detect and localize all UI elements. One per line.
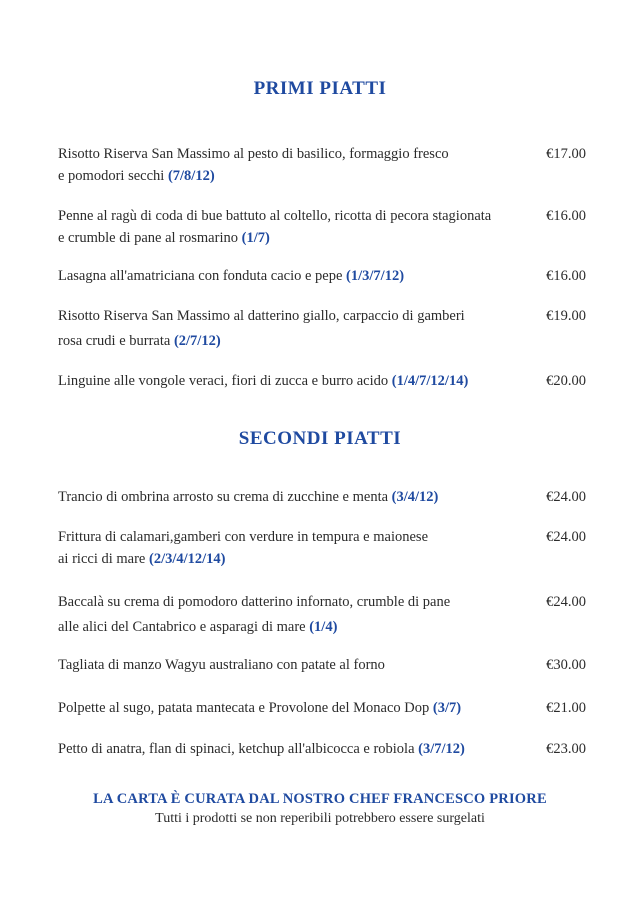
chef-note: LA CARTA È CURATA DAL NOSTRO CHEF FRANCESCO PRIORE bbox=[93, 791, 547, 807]
allergen-codes: (1/4) bbox=[309, 619, 338, 635]
menu-item-price: €24.00 bbox=[546, 529, 586, 545]
menu-item-line: Polpette al sugo, patata mantecata e Provolone del Monaco Dop (3/7) bbox=[58, 700, 462, 716]
menu-item-description bbox=[58, 370, 528, 392]
allergen-codes: (3/7/12) bbox=[418, 741, 465, 757]
menu-item-price: €21.00 bbox=[546, 700, 586, 716]
menu-item-line: e pomodori secchi (7/8/12) bbox=[58, 168, 215, 184]
menu-item-description bbox=[58, 265, 528, 287]
menu-item-line: alle alici del Cantabrico e asparagi di mare (1/4) bbox=[58, 619, 338, 635]
secondi-piatti-heading: SECONDI PIATTI bbox=[238, 428, 402, 449]
menu-item-description bbox=[58, 654, 528, 676]
menu-item-description bbox=[58, 143, 528, 187]
allergen-codes: (7/8/12) bbox=[167, 168, 215, 184]
allergen-codes: (1/7) bbox=[241, 230, 270, 246]
allergen-codes: (3/7) bbox=[432, 700, 462, 716]
menu-item-line: Petto di anatra, flan di spinaci, ketchup all'albicocca e robiola (3/7/12) bbox=[58, 741, 465, 757]
menu-item-description bbox=[58, 486, 528, 508]
menu-item-line: rosa crudi e burrata (2/7/12) bbox=[58, 333, 221, 349]
menu-item-line: Penne al ragù di coda di bue battuto al coltello, ricotta di pecora stagionata bbox=[58, 208, 492, 224]
menu-item-description bbox=[58, 591, 528, 638]
menu-item-price: €30.00 bbox=[546, 657, 586, 673]
menu-item-description bbox=[58, 205, 528, 249]
menu-item-description bbox=[58, 526, 528, 570]
allergen-codes: (2/7/12) bbox=[173, 333, 221, 349]
frozen-products-note: Tutti i prodotti se non reperibili potrebbero essere surgelati bbox=[155, 811, 485, 826]
menu-item-line: Risotto Riserva San Massimo al pesto di basilico, formaggio fresco bbox=[58, 146, 449, 162]
allergen-codes: (3/4/12) bbox=[391, 489, 439, 505]
menu-item-price: €24.00 bbox=[546, 594, 586, 610]
primi-piatti-heading: PRIMI PIATTI bbox=[253, 78, 387, 99]
menu-item-description bbox=[58, 305, 528, 352]
menu-item-price: €16.00 bbox=[546, 268, 586, 284]
menu-item-price: €19.00 bbox=[546, 308, 586, 324]
menu-item-price: €23.00 bbox=[546, 741, 586, 757]
allergen-codes: (2/3/4/12/14) bbox=[148, 551, 226, 567]
allergen-codes: (1/3/7/12) bbox=[346, 268, 405, 284]
menu-item-line: Frittura di calamari,gamberi con verdure in tempura e maionese bbox=[58, 529, 429, 545]
menu-item-price: €24.00 bbox=[546, 489, 586, 505]
menu-item-price: €16.00 bbox=[546, 208, 586, 224]
menu-item-line: e crumble di pane al rosmarino (1/7) bbox=[58, 230, 270, 246]
allergen-codes: (1/4/7/12/14) bbox=[391, 373, 469, 389]
menu-item-price: €17.00 bbox=[546, 146, 586, 162]
menu-item-line: Linguine alle vongole veraci, fiori di zucca e burro acido (1/4/7/12/14) bbox=[58, 373, 469, 389]
menu-item-line: Baccalà su crema di pomodoro datterino infornato, crumble di pane bbox=[58, 594, 451, 610]
menu-item-line: Lasagna all'amatriciana con fonduta cacio e pepe (1/3/7/12) bbox=[58, 268, 405, 284]
menu-item-line: Risotto Riserva San Massimo al datterino giallo, carpaccio di gamberi bbox=[58, 308, 465, 324]
menu-item-line: ai ricci di mare (2/3/4/12/14) bbox=[58, 551, 226, 567]
menu-item-description bbox=[58, 738, 528, 760]
menu-item-line: Tagliata di manzo Wagyu australiano con patate al forno bbox=[58, 657, 385, 673]
menu-item-line: Trancio di ombrina arrosto su crema di zucchine e menta (3/4/12) bbox=[58, 489, 439, 505]
menu-item-price: €20.00 bbox=[546, 373, 586, 389]
menu-item-description bbox=[58, 697, 528, 719]
